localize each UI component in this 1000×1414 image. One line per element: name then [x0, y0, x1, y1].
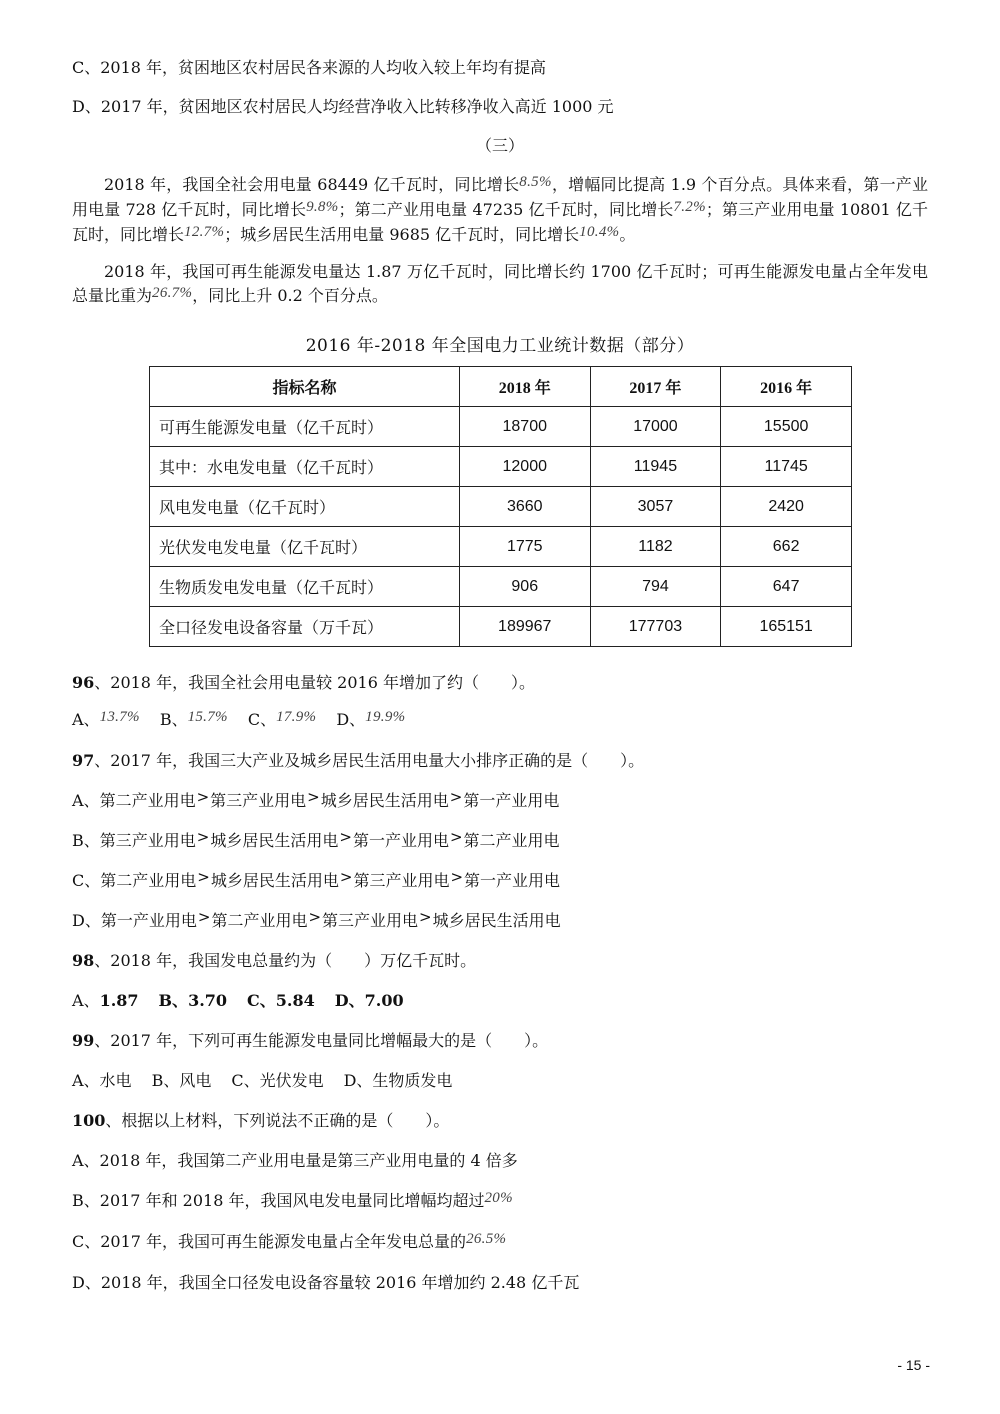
option-a: A、水电: [72, 1071, 132, 1090]
option-a: [72, 991, 139, 1011]
option-d: [335, 991, 404, 1011]
header-2016: 2016 年: [721, 367, 852, 407]
option-c: [247, 991, 315, 1011]
cell-2017: 794: [590, 567, 721, 607]
question-98: [72, 951, 928, 971]
prev-option-c: C、2018 年，贫困地区农村居民各来源的人均收入较上年均有提高: [72, 58, 547, 77]
option-item: 城乡居民生活用电: [210, 871, 339, 890]
option-label: B、: [158, 991, 189, 1010]
question-99-options: [72, 1071, 928, 1091]
paragraph-electricity-consumption: [72, 173, 928, 248]
cell-2016: 165151: [721, 607, 852, 647]
q97-option-a: [72, 788, 928, 811]
para2-text-1: 2018 年，我国可再生能源发电量达 1.87 万亿千瓦时，同比增长约 1700 亿千瓦时；可再生能源发电量占全年发电总量比重为: [72, 262, 928, 305]
greater-than-sign: >: [197, 908, 211, 926]
q97-option-c: [72, 868, 928, 891]
option-label: C、: [247, 710, 277, 729]
header-2017: 2017 年: [590, 367, 721, 407]
row-name: 其中：水电发电量（亿千瓦时）: [150, 447, 460, 487]
para1-text-4: ；第三产业用电量 10801 亿千瓦时，同比增长: [72, 200, 929, 244]
greater-than-sign: >: [196, 828, 210, 846]
option-item: 第一产业用电: [463, 791, 560, 810]
para1-text-5: ；城乡居民生活用电量 9685 亿千瓦时，同比增长: [224, 225, 580, 244]
option-item: 城乡居民生活用电: [210, 831, 339, 850]
cell-2018: 18700: [459, 407, 590, 447]
option-pct: 26.5%: [466, 1231, 507, 1247]
question-number: 100: [72, 1111, 106, 1130]
greater-than-sign: >: [450, 868, 464, 886]
option-c: [248, 710, 317, 731]
q100-option-c: [72, 1232, 928, 1253]
option-b: B、风电: [151, 1071, 212, 1090]
para1-pct-2: 9.8%: [306, 199, 339, 215]
greater-than-sign: >: [307, 788, 320, 806]
para1-text-6: 。: [619, 225, 636, 244]
option-d: D、生物质发电: [343, 1071, 453, 1090]
greater-than-sign: >: [196, 788, 210, 806]
option-text: B、2017 年和 2018 年，我国风电发电量同比增幅均超过: [72, 1191, 485, 1210]
option-a: [72, 710, 140, 731]
option-item: 城乡居民生活用电: [320, 791, 449, 810]
page-number: - 15 -: [897, 1357, 930, 1373]
option-label: C、: [72, 871, 101, 890]
option-label: D、: [72, 911, 101, 930]
option-item: 第三产业用电: [353, 871, 450, 890]
cell-2017: 11945: [590, 447, 721, 487]
option-item: 第三产业用电: [322, 911, 419, 930]
cell-2017: 177703: [590, 607, 721, 647]
option-value: 19.9%: [365, 709, 406, 725]
option-label: B、: [159, 710, 188, 729]
question-number: 97: [72, 751, 95, 770]
para2-text-2: ，同比上升 0.2 个百分点。: [192, 286, 388, 305]
para1-pct-1: 8.5%: [519, 174, 552, 190]
greater-than-sign: >: [308, 908, 322, 926]
cell-2018: 906: [459, 567, 590, 607]
table-title: 2016 年-2018 年全国电力工业统计数据（部分）: [305, 336, 695, 356]
q100-option-b: [72, 1191, 928, 1212]
row-name: 可再生能源发电量（亿千瓦时）: [150, 407, 460, 447]
option-item: 第一产业用电: [352, 831, 449, 850]
option-value: 5.84: [275, 991, 315, 1010]
table-row: [150, 487, 852, 527]
greater-than-sign: >: [339, 868, 353, 886]
question-text: 、2017 年，我国三大产业及城乡居民生活用电量大小排序正确的是（ ）。: [94, 751, 645, 770]
greater-than-sign: >: [419, 908, 432, 926]
q100-option-a: A、2018 年，我国第二产业用电量是第三产业用电量的 4 倍多: [72, 1151, 518, 1170]
para1-pct-4: 12.7%: [184, 224, 225, 240]
paragraph-renewable-energy: [72, 260, 928, 309]
table-row: [150, 527, 852, 567]
option-label: A、: [72, 991, 100, 1010]
table-row: [150, 567, 852, 607]
option-label: C、: [247, 991, 276, 1010]
question-text: 、2018 年，我国全社会用电量较 2016 年增加了约（ ）。: [94, 673, 535, 692]
q100-option-d: D、2018 年，我国全口径发电设备容量较 2016 年增加约 2.48 亿千瓦: [72, 1273, 580, 1292]
question-96: [72, 673, 928, 693]
option-item: 第二产业用电: [463, 831, 560, 850]
question-99: [72, 1031, 928, 1051]
para2-pct-1: 26.7%: [152, 285, 193, 301]
para1-text-1: 2018 年，我国全社会用电量 68449 亿千瓦时，同比增长: [104, 175, 520, 194]
para1-pct-3: 7.2%: [673, 199, 706, 215]
power-statistics-table: [149, 366, 852, 647]
question-100: [72, 1111, 928, 1131]
cell-2018: 1775: [459, 527, 590, 567]
option-value: 13.7%: [99, 709, 140, 725]
q97-option-d: [72, 908, 928, 931]
option-item: 城乡居民生活用电: [432, 911, 561, 930]
greater-than-sign: >: [449, 828, 463, 846]
option-value: 3.70: [188, 991, 228, 1010]
option-b: [160, 710, 228, 731]
option-item: 第二产业用电: [99, 791, 196, 810]
option-item: 第二产业用电: [211, 911, 308, 930]
question-number: 99: [72, 1031, 95, 1050]
para1-text-2: ，增幅同比提高 1.9 个百分点。具体来看，第一产业用电量 728 亿千瓦时，同比增长: [72, 175, 928, 219]
option-item: 第二产业用电: [100, 871, 197, 890]
option-value: 1.87: [99, 991, 139, 1010]
option-label: A、: [72, 791, 100, 810]
cell-2018: 189967: [459, 607, 590, 647]
question-number: 98: [72, 951, 95, 970]
option-label: D、: [334, 991, 365, 1010]
document-page: [72, 58, 928, 1293]
option-value: 17.9%: [276, 709, 317, 725]
table-row: [150, 447, 852, 487]
option-value: 7.00: [364, 991, 404, 1010]
para1-pct-5: 10.4%: [579, 224, 620, 240]
question-text: 、2018 年，我国发电总量约为（ ）万亿千瓦时。: [94, 951, 477, 970]
cell-2017: 17000: [590, 407, 721, 447]
table-row: [150, 407, 852, 447]
option-c: C、光伏发电: [231, 1071, 324, 1090]
row-name: 全口径发电设备容量（万千瓦）: [150, 607, 460, 647]
question-97: [72, 751, 928, 771]
option-label: D、: [336, 710, 366, 729]
option-value: 15.7%: [187, 709, 228, 725]
cell-2016: 662: [721, 527, 852, 567]
option-d: [336, 710, 405, 731]
cell-2016: 647: [721, 567, 852, 607]
cell-2016: 11745: [721, 447, 852, 487]
option-item: 第三产业用电: [99, 831, 196, 850]
option-item: 第一产业用电: [100, 911, 197, 930]
row-name: 生物质发电发电量（亿千瓦时）: [150, 567, 460, 607]
question-text: 、根据以上材料，下列说法不正确的是（ ）。: [105, 1111, 450, 1130]
question-98-options: [72, 991, 928, 1011]
option-label: B、: [72, 831, 100, 850]
table-row: [150, 607, 852, 647]
greater-than-sign: >: [197, 868, 210, 886]
cell-2017: 1182: [590, 527, 721, 567]
section-title: （三）: [475, 136, 524, 155]
option-item: 第三产业用电: [210, 791, 307, 810]
header-indicator: 指标名称: [150, 367, 460, 407]
cell-2016: 15500: [721, 407, 852, 447]
para1-text-3: ；第二产业用电量 47235 亿千瓦时，同比增长: [338, 200, 674, 219]
cell-2017: 3057: [590, 487, 721, 527]
row-name: 光伏发电发电量（亿千瓦时）: [150, 527, 460, 567]
header-2018: 2018 年: [459, 367, 590, 407]
table-header-row: [150, 367, 852, 407]
option-item: 第一产业用电: [464, 871, 561, 890]
cell-2016: 2420: [721, 487, 852, 527]
cell-2018: 3660: [459, 487, 590, 527]
option-pct: 20%: [484, 1190, 513, 1206]
prev-option-d: D、2017 年，贫困地区农村居民人均经营净收入比转移净收入高近 1000 元: [72, 97, 614, 116]
cell-2018: 12000: [459, 447, 590, 487]
question-text: 、2017 年，下列可再生能源发电量同比增幅最大的是（ ）。: [94, 1031, 549, 1050]
row-name: 风电发电量（亿千瓦时）: [150, 487, 460, 527]
option-b: [159, 991, 228, 1011]
question-number: 96: [72, 673, 95, 692]
question-96-options: [72, 710, 928, 731]
greater-than-sign: >: [449, 788, 463, 806]
q97-option-b: [72, 828, 928, 851]
greater-than-sign: >: [339, 828, 352, 846]
option-label: A、: [72, 710, 100, 729]
option-text: C、2017 年，我国可再生能源发电量占全年发电总量的: [72, 1232, 467, 1251]
